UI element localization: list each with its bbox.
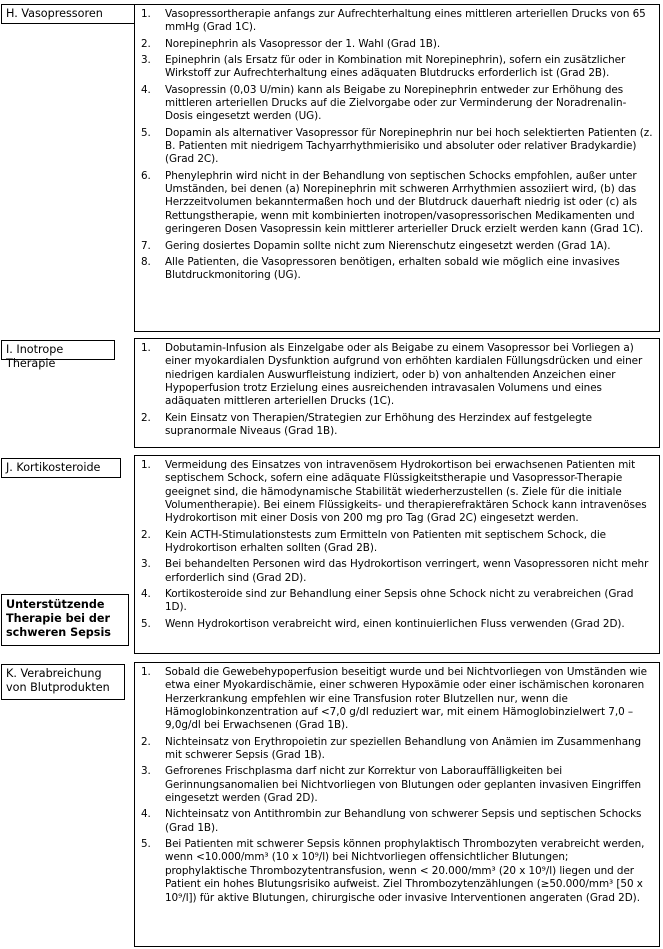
list-item: 1. Sobald die Gewebehypoperfusion beseitigt wurde und bei Nichtvorliegen von Umständen wie etwa einer Myokardischämie, einer schweren Hypoxämie oder einer ischämischen koronaren Herzerkrankung empfehlen wir eine Transfusion roter Blutzellen nur, wenn die Hämoglobinkonzentration auf <7,0 g/dl reduziert war, mit einem Hämoglobinzielwert 7,0 – 9,0g/dl bei Erwachsenen (Grad 1B). xyxy=(141,666,647,732)
section-j-label: J. Kortikosteroide xyxy=(1,458,121,478)
list-item: 3. Epinephrin (als Ersatz für oder in Kombination mit Norepinephrin), sofern ein zusätzlicher Wirkstoff zur Aufrechterhaltung eines adäquaten Blutdrucks erforderlich ist (Grad 2B). xyxy=(141,54,626,80)
section-j-content xyxy=(134,455,660,654)
list-item: 3. Bei behandelten Personen wird das Hydrokortison verringert, wenn Vasopressoren nicht mehr erforderlich sind (Grad 2D). xyxy=(141,558,649,584)
section-h-label: H. Vasopressoren xyxy=(1,4,141,24)
list-item: 2. Nichteinsatz von Erythropoietin zur speziellen Behandlung von Anämien im Zusammenhang mit schwerer Sepsis (Grad 1B). xyxy=(141,735,642,762)
list-item: 8. Alle Patienten, die Vasopressoren benötigen, erhalten sobald wie möglich eine invasives Blutdruckmonitoring (UG). xyxy=(141,255,620,282)
section-j-list xyxy=(139,459,653,631)
list-item: 1. Vasopressortherapie anfangs zur Aufrechterhaltung eines mittleren arteriellen Drucks von 65 mmHg (Grad 1C). xyxy=(141,8,646,34)
list-item: 2. Kein Einsatz von Therapien/Strategien zur Erhöhung des Herzindex auf festgelegte supranormale Niveaus (Grad 1B). xyxy=(141,411,592,438)
list-item: 5. Dopamin als alternativer Vasopressor für Norepinephrin nur bei hoch selektierten Patienten (z. B. Patienten mit niedrigem Tachyarrhythmierisiko und absoluter oder relativer Bradykardie) (Grad 2C). xyxy=(141,126,653,166)
section-i-list xyxy=(139,342,653,438)
section-h-list xyxy=(139,8,653,283)
list-item: 3. Gefrorenes Frischplasma darf nicht zur Korrektur von Laborauffälligkeiten bei Gerinnungsanomalien bei Nichtvorliegen von Blutungen oder geplanten invasiven Eingriffen eingesetzt werden (Grad 2D). xyxy=(141,765,642,805)
section-k-list xyxy=(139,666,653,905)
section-i-label: I. Inotrope Therapie xyxy=(1,340,115,360)
list-item: 4. Nichteinsatz von Antithrombin zur Behandlung von schwerer Sepsis und septischen Schocks (Grad 1B). xyxy=(141,808,642,834)
list-item: 6. Phenylephrin wird nicht in der Behandlung von septischen Schocks empfohlen, außer unter Umständen, bei denen (a) Norepinephrin mit schweren Arrhythmien assoziiert wird, (b) das Herzzeitvolumen bekanntermaßen hoch und der Blutdruck dauerhaft niedrig ist oder (c) als Rettungstherapie, wenn mit kombinierten inotropen/vasopressorischen Medikamenten und geringeren Dosen Vasopressin kein mittlerer arterieller Druck erzielt werden kann (Grad 1C). xyxy=(141,169,644,236)
section-k-label: K. Verabreichung von Blutprodukten xyxy=(1,664,125,700)
list-item: 7. Gering dosiertes Dopamin sollte nicht zum Nierenschutz eingesetzt werden (Grad 1A). xyxy=(141,239,611,252)
section-k-content xyxy=(134,662,660,947)
support-therapy-callout: Unterstützende Therapie bei der schweren Sepsis xyxy=(1,594,129,646)
list-item: 2. Norepinephrin als Vasopressor der 1. Wahl (Grad 1B). xyxy=(141,37,441,50)
section-i-content xyxy=(134,338,660,448)
list-item: 1. Dobutamin-Infusion als Einzelgabe oder als Beigabe zu einem Vasopressor bei Vorliegen a) einer myokardialen Dysfunktion aufgrund von erhöhten kardialen Füllungsdrücken und einer niedrigen kardialen Auswurfleistung indiziert, oder b) von anhaltenden Anzeichen einer Hypoperfusion trotz Erzielung eines ausreichenden intravasalen Volumens und eines adäquaten mittleren arteriellen Drucks (1C). xyxy=(141,342,643,408)
list-item: 5. Bei Patienten mit schwerer Sepsis können prophylaktisch Thrombozyten verabreicht werden, wenn <10.000/mm³ (10 x 10⁹/l) bei Nichtvorliegen offensichtlicher Blutungen; prophylaktische Thrombozytentransfusion, wenn < 20.000/mm³ (20 x 10⁹/l) liegen und der Patient ein hohes Blutungsrisiko aufweist. Ziel Thrombozytenzählungen (≥50.000/mm³ [50 x 10⁹/l]) für aktive Blutungen, chirurgische oder invasive Interventionen angeraten (Grad 2D). xyxy=(141,838,645,904)
section-h-content xyxy=(134,4,660,332)
list-item: 2. Kein ACTH-Stimulationstests zum Ermitteln von Patienten mit septischem Schock, die Hydrokortison erhalten sollten (Grad 2B). xyxy=(141,528,606,555)
list-item: 4. Vasopressin (0,03 U/min) kann als Beigabe zu Norepinephrin entweder zur Erhöhung des mittleren arteriellen Drucks auf die Zielvorgabe oder zur Verminderung der Noradrenalin-Dosis eingesetzt werden (UG). xyxy=(141,83,627,123)
list-item: 4. Kortikosteroide sind zur Behandlung einer Sepsis ohne Schock nicht zu verabreichen (Grad 1D). xyxy=(141,588,634,614)
list-item: 5. Wenn Hydrokortison verabreicht wird, einen kontinuierlichen Fluss verwenden (Grad 2D). xyxy=(141,617,625,630)
list-item: 1. Vermeidung des Einsatzes von intravenösem Hydrokortison bei erwachsenen Patienten mit septischem Schock, sofern eine adäquate Flüssigkeitstherapie und Vasopressor-Therapie geeignet sind, die hämodynamische Stabilität wiederherzustellen (s. Ziele für die initiale Volumentherapie). Bei einem Flüssigkeits- und therapierefraktären Schock kann intravenöses Hydrokortison mit einer Dosis von 200 mg pro Tag (Grad 2C) eingesetzt werden. xyxy=(141,459,647,525)
